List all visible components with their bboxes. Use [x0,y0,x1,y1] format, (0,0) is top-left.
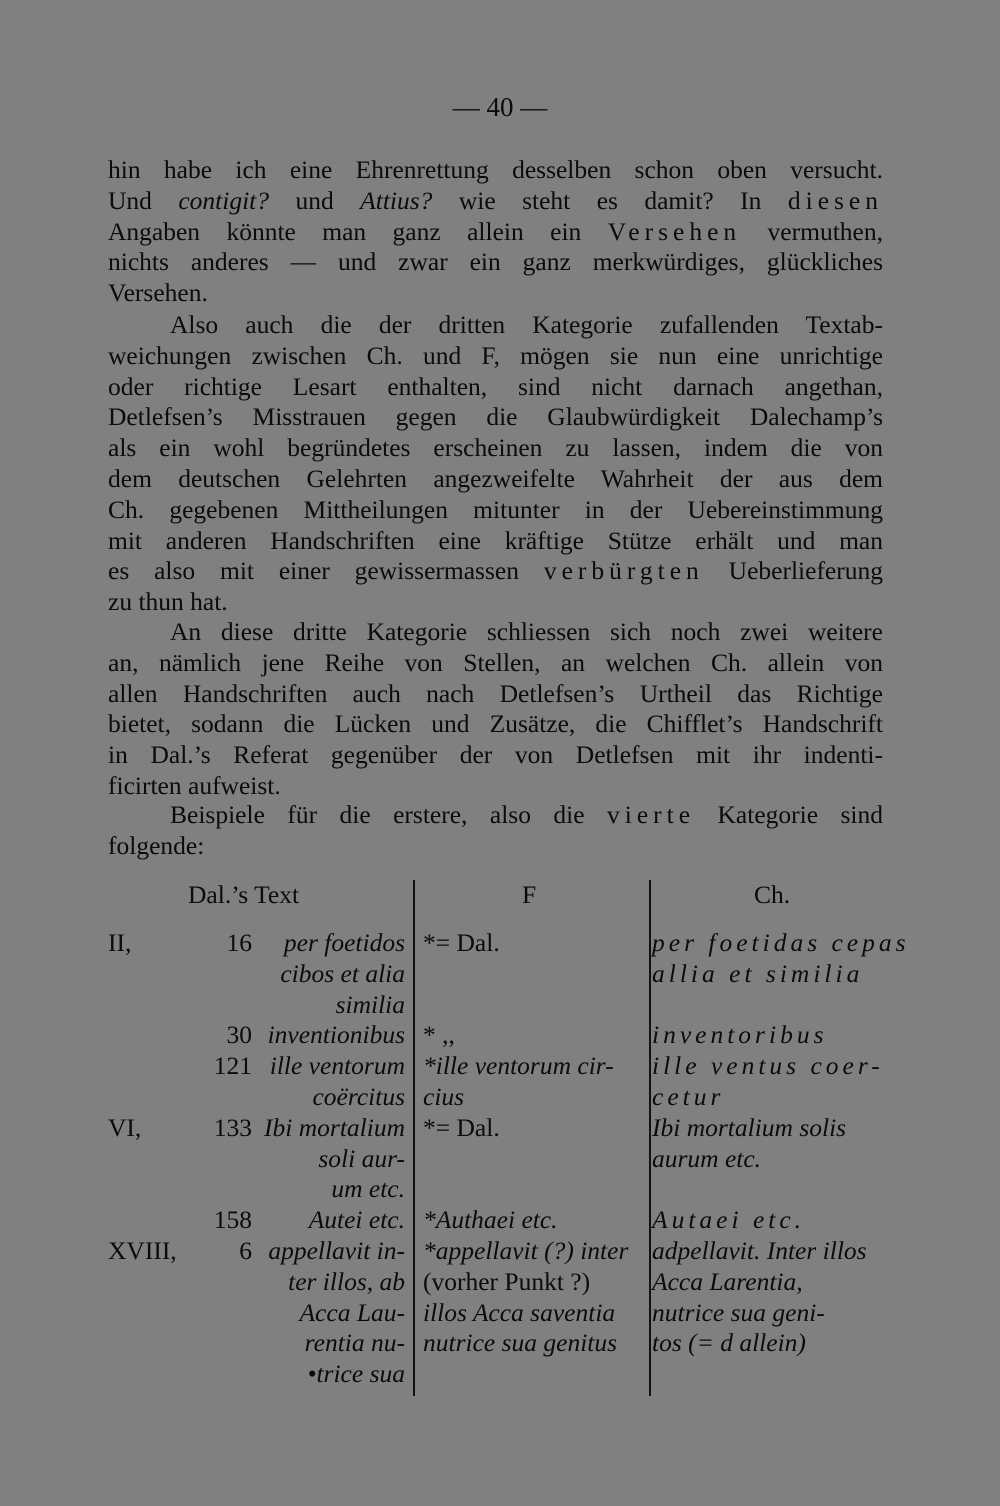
text-run: weichungen zwischen Ch. und F, mögen sie nun eine unrichtige [108,340,883,370]
text-run: und [269,185,361,215]
ch-text: ille ventus coer- [652,1051,884,1081]
text-run: an, nämlich jene Reihe von Stellen, an welchen Ch. allein von [108,647,883,677]
text-run: Versehen. [108,278,208,308]
text-run: Also auch die der dritten Kategorie zufallenden Textab- [170,310,883,339]
row-chapter: 121 [213,1051,252,1081]
ch-text: Acca Larentia, [652,1266,803,1296]
text-run: zu thun hat. [108,587,228,617]
text-run: wie steht es damit? In [432,185,788,215]
row-book: II, [108,928,132,957]
spaced-emphasis: vierte [607,800,696,829]
table-header-dal: Dal.’s Text [188,880,300,909]
dal-text: coërcitus [312,1082,405,1111]
table-header-f: F [522,880,537,909]
row-chapter: 133 [213,1112,252,1142]
f-text: nutrice sua genitus [423,1328,618,1358]
page-number: — 40 — [452,92,548,122]
text-run: Beispiele für die erstere, also die [170,800,607,829]
ch-text: allia et similia [652,958,864,988]
row-book: VI, [108,1112,142,1142]
f-text: *appellavit (?) inter [423,1236,629,1265]
text-run: hin habe ich eine Ehrenrettung desselben schon oben versucht. [108,155,883,184]
text-run: als ein wohl begründetes erscheinen zu lassen, indem die von [108,433,883,463]
text-run: oder richtige Lesart enthalten, sind nicht darnach angethan, [108,371,883,401]
text-run: Ueberlieferung [703,556,883,586]
ch-text: Ibi mortalium solis [652,1112,847,1142]
dal-text: •trice sua [307,1359,405,1389]
table-header-ch: Ch. [754,880,791,909]
ch-text: aurum etc. [652,1143,762,1173]
text-run: dem deutschen Gelehrten angezweifelte Wahrheit der aus dem [108,463,883,493]
ch-text: nutrice sua geni- [652,1297,825,1327]
text-run: bietet, sodann die Lücken und Zusätze, die Chifflet’s Handschrift [108,709,883,739]
text-run: vermuthen, [741,216,883,246]
row-chapter: 158 [213,1205,252,1235]
row-book: XVIII, [108,1236,177,1265]
text-run: Detlefsen’s Misstrauen gegen die Glaubwürdigkeit Dalechamp’s [108,402,883,432]
f-text: illos Acca saventia [423,1297,616,1327]
italic-term: Attius? [360,185,433,215]
ch-text: Autaei etc. [652,1205,806,1235]
dal-text: inventionibus [267,1020,405,1050]
dal-text: per foetidos [283,928,405,957]
dal-text: similia [335,989,405,1019]
text-run: folgende: [108,830,205,860]
spaced-emphasis: Versehen [607,216,742,246]
text-run: Und [108,185,179,215]
text-run: allen Handschriften auch nach Detlefsen’s Urtheil das Richtige [108,678,883,708]
text-run: An diese dritte Kategorie schliessen sich noch zwei weitere [170,617,883,646]
dal-text: um etc. [331,1174,405,1204]
dal-text: ille ventorum [269,1051,405,1081]
dal-text: ter illos, ab [288,1266,405,1296]
row-chapter: 16 [226,928,252,957]
dal-text: Autei etc. [308,1205,405,1235]
table-rule-1 [413,880,415,1396]
f-text: * ,, [423,1020,455,1050]
f-text: *= Dal. [423,1112,500,1142]
text-run: nichts anderes — und zwar ein ganz merkwürdiges, glückliches [108,247,883,277]
italic-term: contigit? [178,185,270,215]
text-run: ficirten aufweist. [108,770,281,800]
dal-text: rentia nu- [304,1328,405,1358]
dal-text: Ibi mortalium [264,1112,405,1142]
dal-text: appellavit in- [268,1236,405,1265]
f-text: *Authaei etc. [423,1205,558,1235]
ch-text: tos (= d allein) [652,1328,806,1358]
f-text: *= Dal. [423,928,500,957]
dal-text: Acca Lau- [299,1297,405,1327]
text-run: mit anderen Handschriften eine kräftige Stütze erhält und man [108,525,883,555]
text-run: in Dal.’s Referat gegenüber der von Detlefsen mit ihr indenti- [108,740,883,770]
spaced-emphasis: diesen [787,185,884,215]
row-chapter: 6 [239,1236,252,1265]
text-run: Ch. gegebenen Mittheilungen mitunter in der Uebereinstimmung [108,494,883,524]
ch-text: inventoribus [652,1020,828,1050]
f-text: (vorher Punkt ?) [423,1266,591,1296]
dal-text: cibos et alia [280,958,405,988]
row-chapter: 30 [226,1020,252,1050]
f-text: cius [423,1082,465,1111]
ch-text: per foetidas cepas [652,928,910,957]
f-text: *ille ventorum cir- [423,1051,614,1081]
ch-text: adpellavit. Inter illos [652,1236,867,1265]
ch-text: cetur [652,1082,725,1111]
table-rule-2 [649,880,651,1396]
spaced-emphasis: verbürgten [543,556,704,586]
dal-text: soli aur- [318,1143,405,1173]
text-run: Kategorie sind [695,800,883,829]
text-run: es also mit einer gewissermassen [108,556,544,586]
text-run: Angaben könnte man ganz allein ein [108,216,608,246]
